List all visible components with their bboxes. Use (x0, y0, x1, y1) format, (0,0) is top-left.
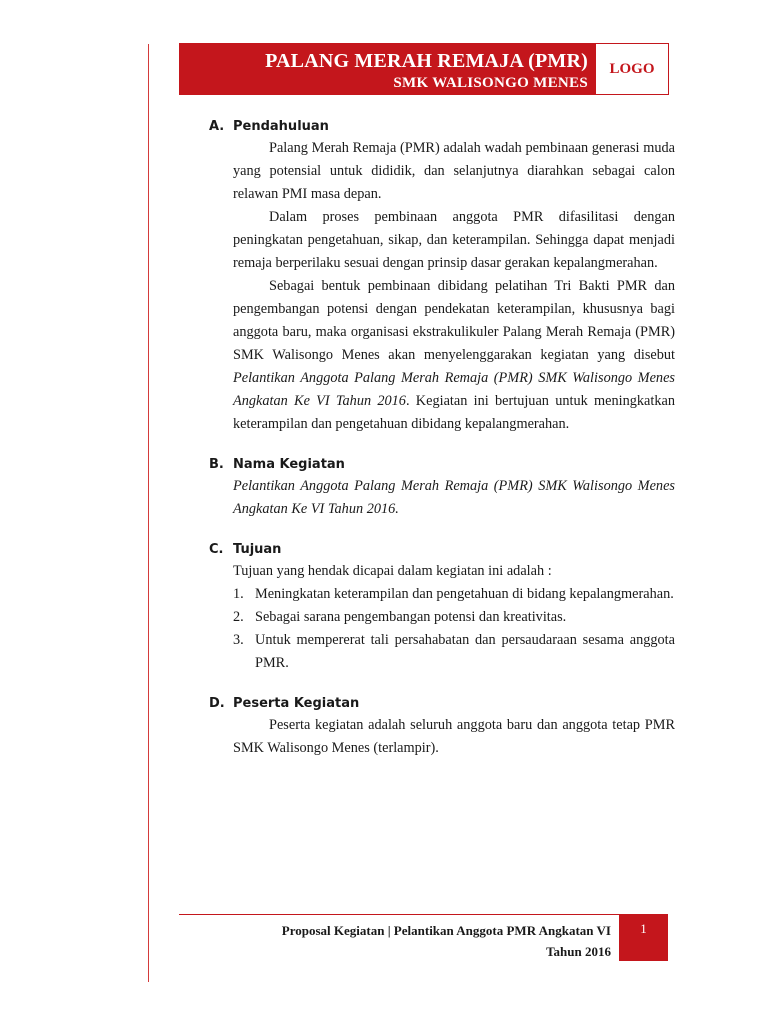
list-number: 3. (233, 632, 244, 648)
paragraph: Pelantikan Anggota Palang Merah Remaja (PMR) SMK Walisongo Menes Angkatan Ke VI Tahun 2016. (233, 478, 675, 517)
section-tujuan (209, 539, 675, 675)
section-letter: A. (209, 119, 225, 134)
list-item (233, 583, 675, 606)
list-item-text: Sebagai sarana pengembangan potensi dan kreativitas. (255, 609, 567, 625)
footer-rule (179, 914, 619, 915)
section-heading (209, 454, 675, 475)
document-body (209, 116, 675, 778)
header-subtitle: SMK WALISONGO MENES (393, 75, 588, 91)
section-body (233, 137, 675, 436)
section-letter: C. (209, 542, 224, 557)
activity-name-italic: Pelantikan Anggota Palang Merah Remaja (PMR) SMK Walisongo Menes Angkatan Ke VI Tahun 2016 (233, 370, 675, 409)
goal-list (233, 583, 675, 675)
section-title: Nama Kegiatan (233, 457, 345, 472)
section-nama-kegiatan (209, 454, 675, 521)
logo-placeholder: LOGO (596, 44, 668, 94)
footer-line-1: Proposal Kegiatan | Pelantikan Anggota PMR Angkatan VI (281, 923, 611, 938)
list-item-text: Untuk mempererat tali persahabatan dan persaudaraan sesama anggota PMR. (255, 632, 675, 671)
section-pendahuluan (209, 116, 675, 436)
section-peserta-kegiatan (209, 693, 675, 760)
section-body (233, 475, 675, 521)
list-item-text: Meningkatan keterampilan dan pengetahuan di bidang kepalangmerahan. (255, 586, 674, 602)
section-heading (209, 116, 675, 137)
footer-line-2: Tahun 2016 (546, 944, 611, 959)
page-number: 1 (619, 914, 668, 961)
section-title: Pendahuluan (233, 119, 329, 134)
list-item (233, 629, 675, 675)
section-heading (209, 539, 675, 560)
section-letter: B. (209, 457, 224, 472)
page-footer (205, 920, 611, 962)
section-body (233, 560, 675, 675)
list-number: 1. (233, 586, 244, 602)
paragraph: Peserta kegiatan adalah seluruh anggota baru dan anggota tetap PMR SMK Walisongo Menes (terlampir). (233, 717, 675, 756)
list-number: 2. (233, 609, 244, 625)
section-title: Tujuan (233, 542, 282, 557)
paragraph-text: Sebagai bentuk pembinaan dibidang pelatihan Tri Bakti PMR dan pengembangan potensi dengan pendekatan keterampilan, khususnya bagi anggota baru, maka organisasi ekstrakulikuler Palang Merah Remaja (PMR) SMK Walisongo Menes akan menyelenggarakan kegiatan yang disebut (233, 278, 675, 363)
paragraph (233, 275, 675, 436)
list-item (233, 606, 675, 629)
section-letter: D. (209, 696, 225, 711)
header-title-block (180, 44, 596, 94)
header-title: PALANG MERAH REMAJA (PMR) (265, 50, 588, 72)
paragraph: Dalam proses pembinaan anggota PMR difasilitasi dengan peningkatan pengetahuan, sikap, dan keterampilan. Sehingga dapat menjadi remaja berperilaku sesuai dengan prinsip dasar gerakan kepalangmerahan. (233, 209, 675, 271)
section-body (233, 714, 675, 760)
page-header (179, 43, 669, 95)
section-heading (209, 693, 675, 714)
margin-rule (148, 44, 149, 982)
paragraph: Palang Merah Remaja (PMR) adalah wadah pembinaan generasi muda yang potensial untuk dididik, dan selanjutnya diarahkan sebagai calon relawan PMI masa depan. (233, 140, 675, 202)
paragraph: Tujuan yang hendak dicapai dalam kegiatan ini adalah : (233, 563, 552, 579)
paragraph-text: . Kegiatan ini bertujuan untuk meningkatkan keterampilan dan pengetahuan dibidang kepalangmerahan. (233, 393, 675, 432)
section-title: Peserta Kegiatan (233, 696, 360, 711)
